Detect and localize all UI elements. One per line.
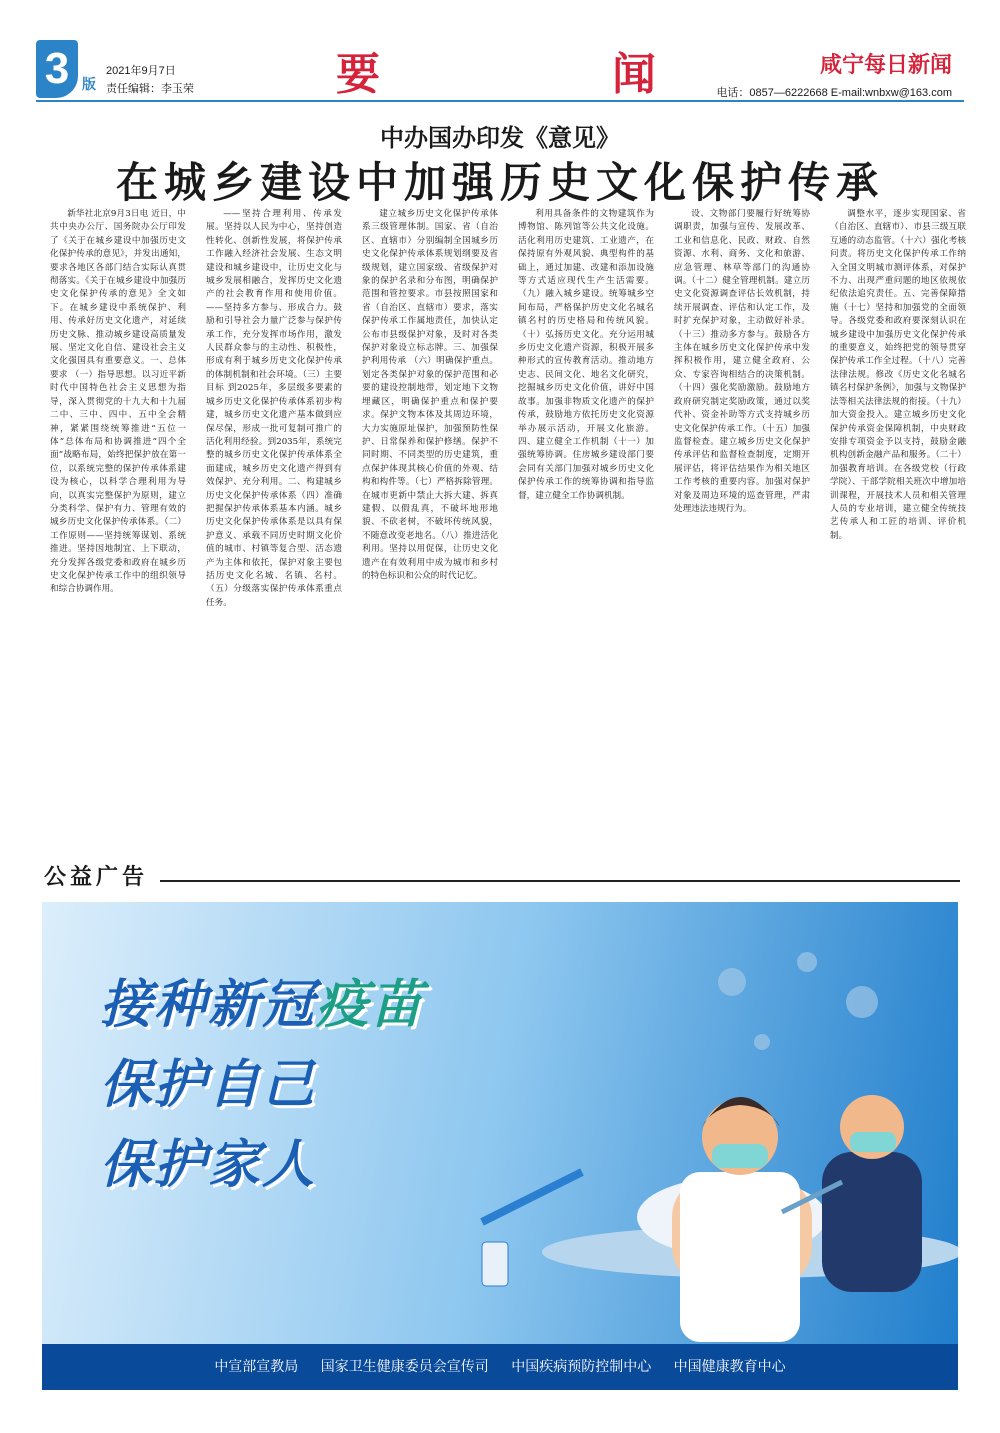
article-column bbox=[674, 208, 810, 848]
section-title-right: 闻 bbox=[612, 49, 658, 100]
column-text: ——坚持合理利用、传承发展。坚持以人民为中心，坚持创造性转化、创新性发展，将保护传承工作融入经济社会发展、生态文明建设和城乡建设中，让历史文化与城乡发展相融合，发挥历史文化遗产的社会教育作用和使用价值。——坚持多方参与、形成合力。鼓励和引导社会力量广泛参与保护传承工作，充分发挥市场作用，激发人民群众参与的主动性、积极性，形成有利于城乡历史文化保护传承的体制机制和社会环境。（三）主要目标 到2025年，多层级多要素的城乡历史文化保护传承体系初步构建，城乡历史文化遗产基本做到应保尽保，形成一批可复制可推广的活化利用经验。到2035年，系统完整的城乡历史文化保护传承体系全面建成，城乡历史文化遗产得到有效保护、充分利用。二、构建城乡历史文化保护传承体系（四）准确把握保护传承体系基本内涵。城乡历史文化保护传承体系是以具有保护意义、承载不同历史时期文化价值的城市、村镇等复合型、活态遗产为主体和依托，保护对象主要包括历史文化名城、名镇、名村。（五）分级落实保护传承体系重点任务。 bbox=[206, 209, 342, 608]
slogan-text: 接种新冠 bbox=[100, 975, 317, 1035]
patient-icon bbox=[822, 1152, 922, 1292]
section-title-left: 要 bbox=[336, 49, 382, 100]
header-rule bbox=[36, 100, 964, 102]
patient-mask bbox=[850, 1132, 896, 1152]
page-number: 3 bbox=[36, 40, 78, 98]
virus-icon bbox=[718, 968, 746, 996]
edition-label: 版 bbox=[82, 76, 96, 92]
editor-credit: 责任编辑：李玉荣 bbox=[106, 83, 194, 95]
slogan-line-1 bbox=[100, 962, 424, 1037]
article-body bbox=[50, 208, 970, 848]
psa-heading: 公益广告 bbox=[44, 864, 149, 890]
column-text: 调整水平，逐步实现国家、省（自治区、直辖市）、市县三级互联互通的动态监管。（十六）强化考核问责。将历史文化保护传承工作纳入全国文明城市测评体系，对保护不力、出现严重问题的地区依规依纪依法追究责任。五、完善保障措施（十七）坚持和加强党的全面领导。各级党委和政府要深刻认识在城乡建设中加强历史文化保护传承的重要意义，始终把党的领导贯穿保护传承工作全过程。（十八）完善法律法规。修改《历史文化名城名镇名村保护条例》，加强与文物保护法等相关法律法规的衔接。（十九）加大资金投入。建立城乡历史文化保护传承资金保障机制，中央财政安排专项资金予以支持，鼓励金融机构创新金融产品和服务。（二十）加强教育培训。在各级党校（行政学院）、干部学院相关班次中增加培训课程，开展技术人员和相关管理人员的专业培训，建立健全传统技艺传承人和工匠的培训、评价机制。 bbox=[830, 209, 966, 541]
large-syringe-icon bbox=[482, 1172, 582, 1222]
column-text: 利用具备条件的文物建筑作为博物馆、陈列馆等公共文化设施。活化利用历史建筑、工业遗产，在保持原有外观风貌、典型构件的基础上，通过加建、改建和添加设施等方式适应现代生产生活需要。（九）融入城乡建设。统筹城乡空间布局，严格保护历史文化名城名镇名村的历史格局和传统风貌。（十）弘扬历史文化。充分运用城乡历史文化遗产资源，积极开展多种形式的宣传教育活动。推动地方史志、民间文化、地名文化研究，挖掘城乡历史文化价值，讲好中国故事。加强非物质文化遗产的保护传承，鼓励地方依托历史文化资源举办展示活动，开展文化旅游。四、建立健全工作机制（十一）加强统筹协调。住房城乡建设部门要会同有关部门加强对城乡历史文化保护传承工作的统筹协调和指导监督，建立健全工作协调机制。 bbox=[518, 209, 654, 501]
vaccine-ad bbox=[42, 902, 958, 1390]
article-column bbox=[206, 208, 342, 848]
article-headline: 在城乡建设中加强历史文化保护传承 bbox=[115, 158, 884, 207]
column-text: 建立城乡历史文化保护传承体系三级管理体制。国家、省（自治区、直辖市）分别编制全国城乡历史文化保护传承体系规划纲要及省级规划，建立国家级、省级保护对象的保护名录和分布图，明确保护范围和管控要求。市县按照国家和省（自治区、直辖市）要求，落实保护传承工作属地责任，加快认定公布市县级保护对象，及时对各类保护对象设立标志牌。三、加强保护利用传承 （六）明确保护重点。划定各类保护对象的保护范围和必要的建设控制地带，划定地下文物埋藏区，明确保护重点和保护要求。保护文物本体及其周边环境，大力实施原址保护，加强预防性保护、日常保养和保护修缮。保护不同时期、不同类型的历史建筑，重点保护体现其核心价值的外观、结构和构件等。（七）严格拆除管理。在城市更新中禁止大拆大建、拆真建假、以假乱真，不破坏地形地貌、不砍老树，不破坏传统风貌，不随意改变老地名。（八）推进活化利用。坚持以用促保，让历史文化遗产在有效利用中成为城市和乡村的特色标识和公众的时代记忆。 bbox=[362, 209, 498, 581]
article-column bbox=[830, 208, 966, 848]
newspaper-brand: 咸宁每日新闻 bbox=[819, 52, 952, 78]
article-column bbox=[518, 208, 654, 848]
nurse-coat bbox=[680, 1172, 800, 1342]
virus-icon bbox=[797, 952, 817, 972]
vaccine-vial-icon bbox=[482, 1242, 508, 1286]
virus-icon bbox=[846, 986, 878, 1018]
issue-date: 2021年9月7日 bbox=[106, 65, 176, 77]
article-column bbox=[362, 208, 498, 848]
article-column bbox=[50, 208, 186, 848]
article-kicker: 中办国办印发《意见》 bbox=[380, 123, 620, 152]
virus-icon bbox=[754, 1034, 770, 1050]
contact-info: 电话：0857—6222668 E-mail:wnbxw@163.com bbox=[716, 87, 952, 99]
slogan-highlight: 疫苗 bbox=[316, 975, 425, 1035]
vaccination-illustration bbox=[422, 922, 958, 1342]
psa-sponsors: 中宣部宣教局 国家卫生健康委员会宣传司 中国疾病预防控制中心 中国健康教育中心 bbox=[42, 1344, 958, 1390]
slogan-line-2: 保护自己 bbox=[100, 1055, 317, 1115]
slogan-line-3: 保护家人 bbox=[100, 1135, 317, 1195]
column-text: 设、文物部门要履行好统筹协调职责，加强与宣传、发展改革、工业和信息化、民政、财政、自然资源、水利、商务、文化和旅游、应急管理、林草等部门的沟通协调。（十二）健全管理机制。建立历史文化资源调查评估长效机制，持续开展调查、评估和认定工作，及时扩充保护对象，主动做好补录。（十三）推动多方参与。鼓励各方主体在城乡历史文化保护传承中发挥积极作用，建立健全政府、公众、专家咨询相结合的决策机制。（十四）强化奖励激励。鼓励地方政府研究制定奖励政策，通过以奖代补、资金补助等方式支持城乡历史文化保护传承工作。（十五）加强监督检查。建立城乡历史文化保护传承评估和监督检查制度，定期开展评估，将评估结果作为相关地区工作考核的重要内容。加强对保护对象及周边环境的巡查管理，严肃处理违法违规行为。 bbox=[674, 209, 810, 514]
psa-divider bbox=[160, 880, 960, 882]
column-text: 新华社北京9月3日电 近日，中共中央办公厅、国务院办公厅印发了《关于在城乡建设中加强历史文化保护传承的意见》，并发出通知，要求各地区各部门结合实际认真贯彻落实。《关于在城乡建设中加强历史文化保护传承的意见》全文如下。在城乡建设中系统保护、利用、传承好历史文化遗产，对延续历史文脉、推动城乡建设高质量发展、坚定文化自信、建设社会主义文化强国具有重要意义。一、总体要求 （一）指导思想。以习近平新时代中国特色社会主义思想为指导，深入贯彻党的十九大和十九届二中、三中、四中、五中全会精神，紧紧围绕统筹推进“五位一体”总体布局和协调推进“四个全面”战略布局，始终把保护放在第一位，以系统完整的保护传承体系建设为核心，以科学合理利用为导向，以真实完整保护为原则，建立分类科学、保护有力、管理有效的城乡历史文化保护传承体系。（二）工作原则——坚持统筹谋划、系统推进。坚持因地制宜、上下联动，充分发挥各级党委和政府在城乡历史文化保护传承工作中的组织领导和综合协调作用。 bbox=[50, 209, 186, 595]
masthead bbox=[0, 0, 1000, 100]
face-mask-icon bbox=[712, 1144, 768, 1168]
